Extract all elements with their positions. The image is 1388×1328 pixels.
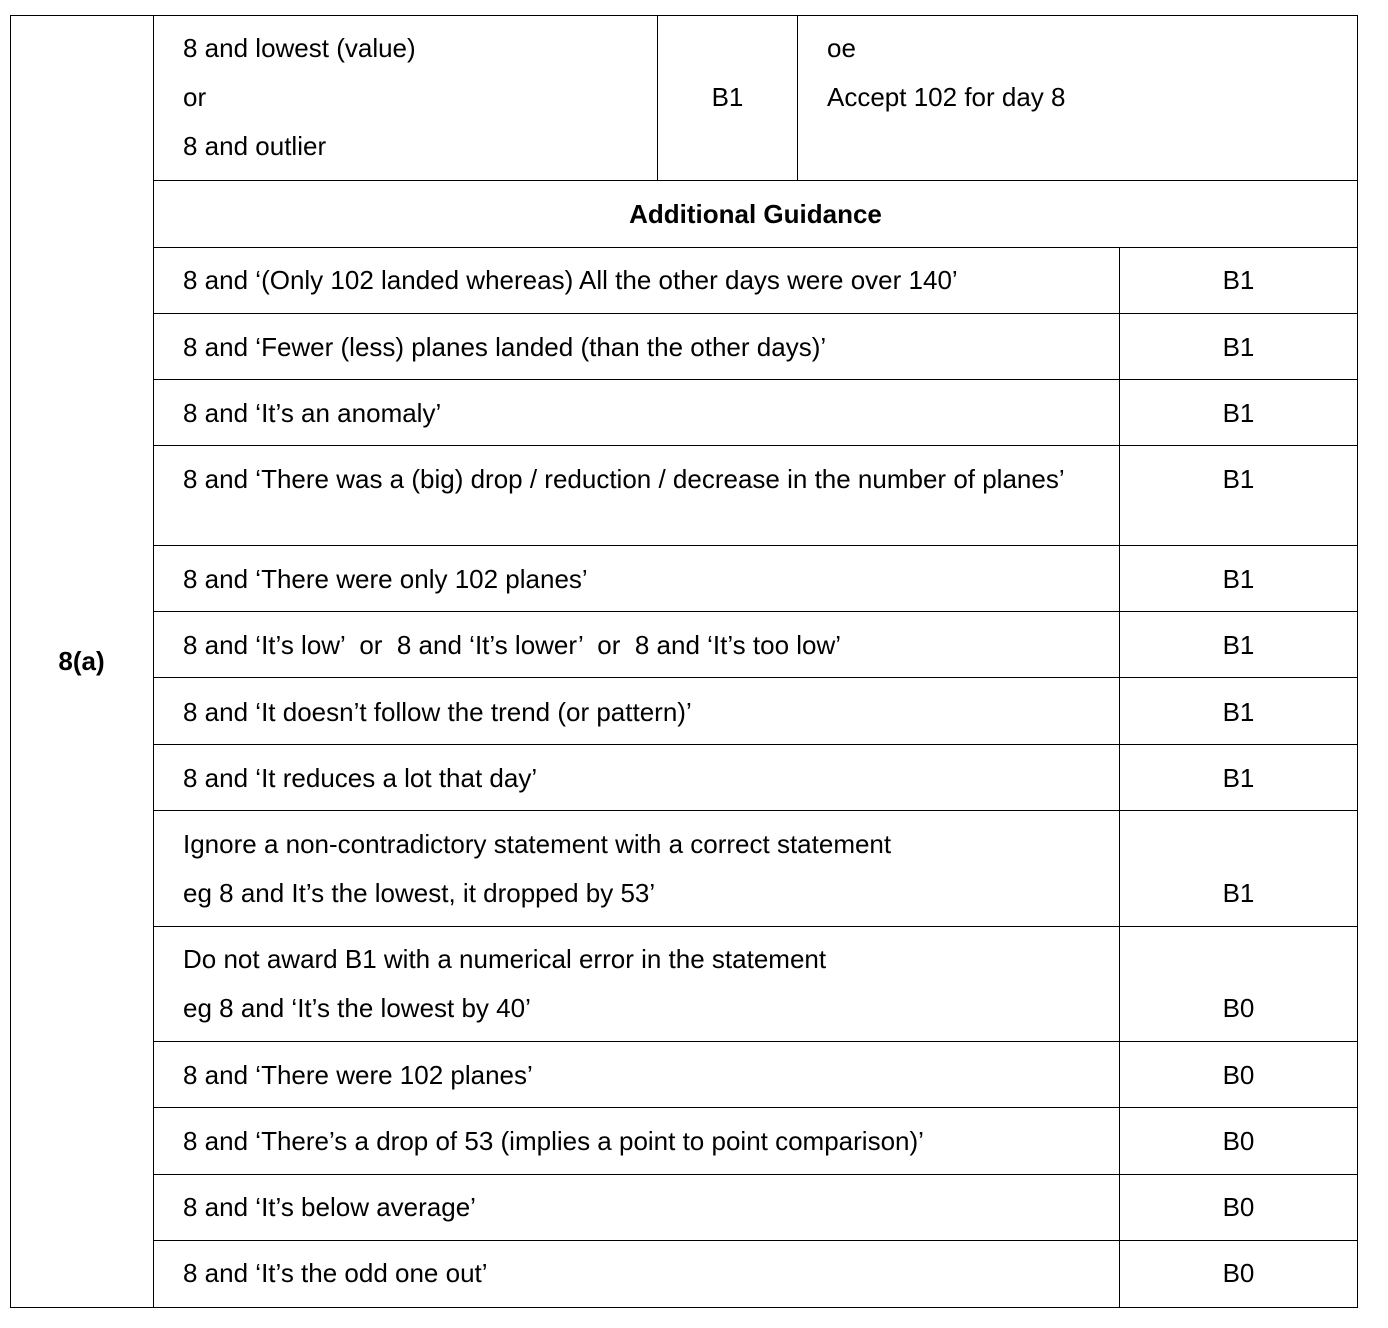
guidance-row-text: 8 and ‘It’s low’ or 8 and ‘It’s lower’ or 8 and ‘It’s too low’ [183,630,842,660]
guidance-row-text: 8 and ‘There’s a drop of 53 (implies a point to point comparison)’ [183,1126,924,1156]
row-divider [154,1041,1357,1042]
guidance-row-text: 8 and ‘It’s below average’ [183,1192,476,1222]
guidance-row-text: 8 and ‘There were only 102 planes’ [183,564,588,594]
row-divider [154,611,1357,612]
guidance-row-mark: B1 [1222,763,1255,793]
row-divider [154,926,1357,927]
guidance-row-mark: B0 [1222,1060,1255,1090]
answer-line: 8 and lowest (value) [183,33,416,63]
guidance-row-text: eg 8 and ‘It’s the lowest by 40’ [183,993,531,1023]
guidance-row-mark: B1 [1222,564,1255,594]
row-divider [154,247,1357,248]
guidance-row-text: 8 and ‘It reduces a lot that day’ [183,763,538,793]
guidance-row-text: 8 and ‘It’s an anomaly’ [183,398,442,428]
guidance-row-text: 8 and ‘It’s the odd one out’ [183,1258,488,1288]
guidance-row-mark: B0 [1222,1126,1255,1156]
guidance-row-text: 8 and ‘It doesn’t follow the trend (or pattern)’ [183,697,692,727]
guidance-row-mark: B1 [1222,398,1255,428]
answer-line: 8 and outlier [183,131,327,161]
row-divider [154,545,1357,546]
guidance-row-text: 8 and ‘There was a (big) drop / reduction / decrease in the number of planes’ [183,464,1065,494]
guidance-row-mark: B0 [1222,993,1255,1023]
row-divider [154,677,1357,678]
answer-line: or [183,82,207,112]
guidance-row-mark: B1 [1222,697,1255,727]
comment-line: oe [827,33,856,63]
guidance-row-text: 8 and ‘(Only 102 landed whereas) All the other days were over 140’ [183,265,958,295]
guidance-row-mark: B0 [1222,1192,1255,1222]
mark-divider [797,15,798,181]
guidance-row-mark: B1 [1222,878,1255,908]
guidance-row-text: 8 and ‘There were 102 planes’ [183,1060,533,1090]
question-number: 8(a) [10,15,154,1308]
row-divider [154,1107,1357,1108]
guidance-row-mark: B1 [1222,630,1255,660]
guidance-row-mark: B1 [1222,265,1255,295]
guidance-row-text: 8 and ‘Fewer (less) planes landed (than the other days)’ [183,332,827,362]
guidance-row-text: Do not award B1 with a numerical error in the statement [183,944,827,974]
guidance-row-text: Ignore a non-contradictory statement with a correct statement [183,829,892,859]
answer-mark: B1 [711,82,744,112]
row-divider [154,379,1357,380]
guidance-heading: Additional Guidance [629,198,882,229]
row-divider [154,445,1357,446]
row-divider [154,810,1357,811]
guidance-row-mark: B1 [1222,332,1255,362]
guidance-row-text: eg 8 and It’s the lowest, it dropped by 53’ [183,878,656,908]
row-divider [154,1240,1357,1241]
answer-cell [183,33,653,180]
row-divider [154,313,1357,314]
row-divider [154,744,1357,745]
comments-cell [827,33,1327,131]
comment-line: Accept 102 for day 8 [827,82,1066,112]
guidance-row-mark: B0 [1222,1258,1255,1288]
guidance-row-mark: B1 [1222,464,1255,494]
row-divider [154,1174,1357,1175]
